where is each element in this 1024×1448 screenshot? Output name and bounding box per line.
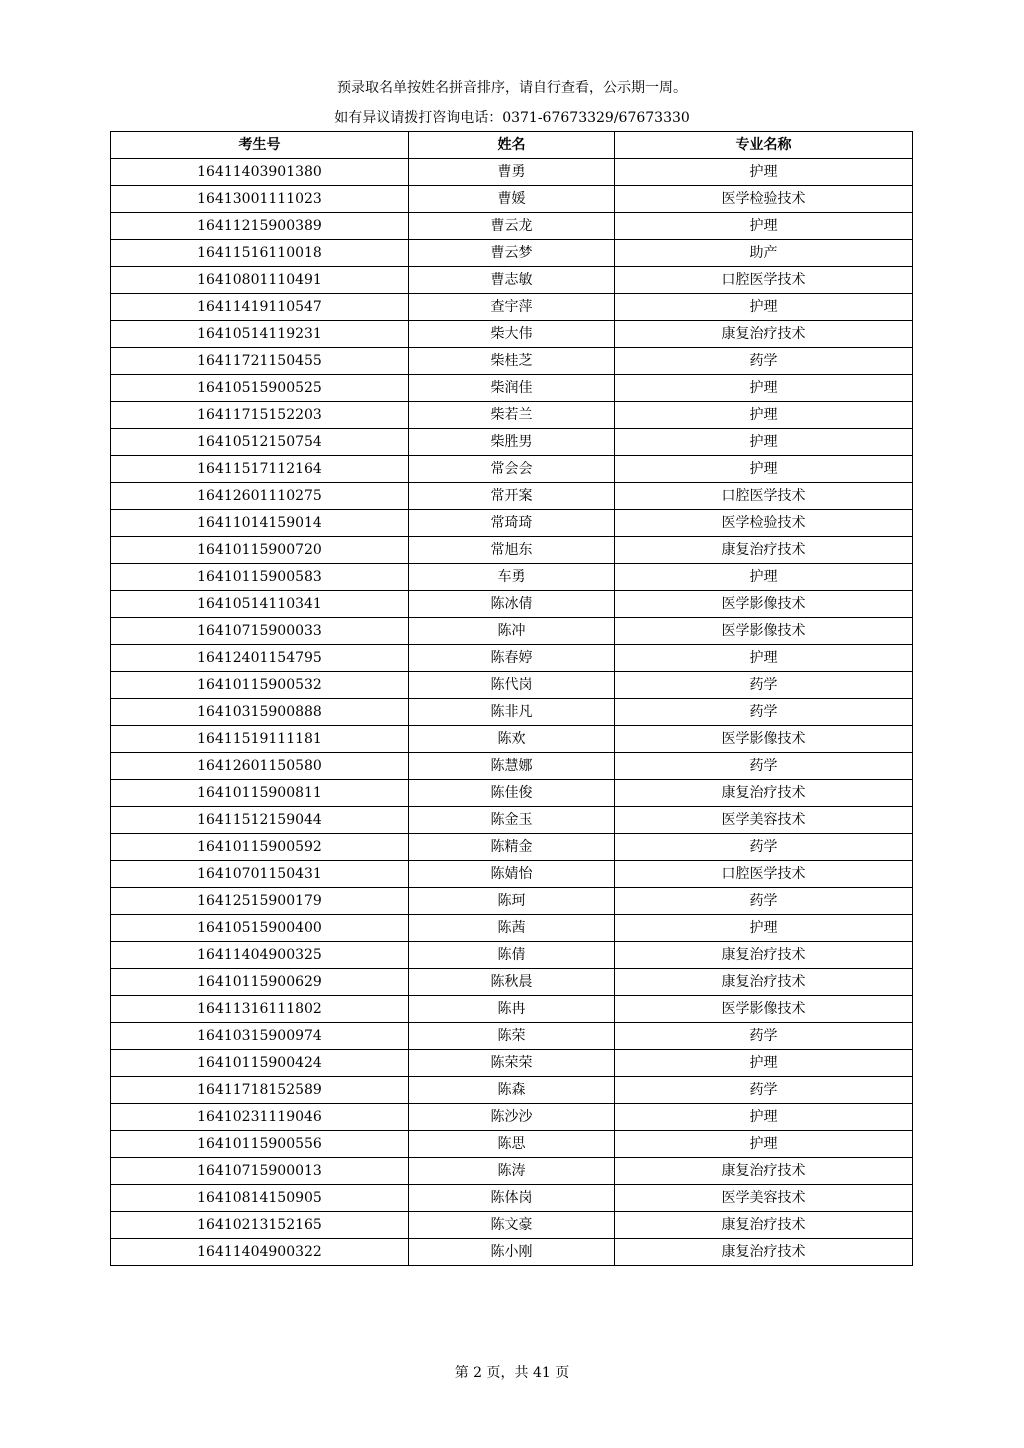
- table-row: [111, 1050, 913, 1077]
- cell-exam-number: 16410701150431: [111, 861, 409, 888]
- cell-name: 陈冉: [409, 996, 615, 1023]
- table-row: [111, 402, 913, 429]
- cell-major: 护理: [615, 294, 913, 321]
- table-row: [111, 807, 913, 834]
- cell-major: 护理: [615, 402, 913, 429]
- cell-major: 医学检验技术: [615, 186, 913, 213]
- table-row: [111, 213, 913, 240]
- table-row: [111, 969, 913, 996]
- cell-name: 柴胜男: [409, 429, 615, 456]
- cell-exam-number: 16412515900179: [111, 888, 409, 915]
- notice-line-2: 如有异议请拨打咨询电话：0371-67673329/67673330: [334, 110, 690, 126]
- table-row: [111, 726, 913, 753]
- cell-major: 护理: [615, 1050, 913, 1077]
- cell-name: 车勇: [409, 564, 615, 591]
- cell-name: 陈冲: [409, 618, 615, 645]
- cell-exam-number: 16411316111802: [111, 996, 409, 1023]
- cell-name: 陈非凡: [409, 699, 615, 726]
- cell-major: 康复治疗技术: [615, 969, 913, 996]
- cell-exam-number: 16410115900583: [111, 564, 409, 591]
- cell-name: 陈小刚: [409, 1239, 615, 1266]
- cell-name: 陈欢: [409, 726, 615, 753]
- cell-major: 药学: [615, 1023, 913, 1050]
- cell-name: 常琦琦: [409, 510, 615, 537]
- cell-exam-number: 16410115900592: [111, 834, 409, 861]
- table-row: [111, 348, 913, 375]
- page-footer: 第 2 页，共 41 页: [454, 1365, 570, 1381]
- table-row: [111, 1104, 913, 1131]
- cell-exam-number: 16410231119046: [111, 1104, 409, 1131]
- cell-name: 陈金玉: [409, 807, 615, 834]
- cell-name: 柴润佳: [409, 375, 615, 402]
- header-row: [111, 132, 913, 159]
- table-row: [111, 888, 913, 915]
- table-header: [111, 132, 913, 159]
- table-row: [111, 510, 913, 537]
- cell-name: 陈慧娜: [409, 753, 615, 780]
- cell-major: 医学影像技术: [615, 996, 913, 1023]
- cell-major: 医学检验技术: [615, 510, 913, 537]
- cell-exam-number: 16412601150580: [111, 753, 409, 780]
- cell-name: 陈秋晨: [409, 969, 615, 996]
- cell-name: 陈沙沙: [409, 1104, 615, 1131]
- cell-major: 口腔医学技术: [615, 483, 913, 510]
- cell-exam-number: 16411517112164: [111, 456, 409, 483]
- cell-name: 陈精金: [409, 834, 615, 861]
- cell-exam-number: 16410512150754: [111, 429, 409, 456]
- notice-line-1: 预录取名单按姓名拼音排序，请自行查看，公示期一周。: [337, 80, 687, 96]
- cell-major: 医学美容技术: [615, 807, 913, 834]
- cell-name: 柴桂芝: [409, 348, 615, 375]
- table-row: [111, 240, 913, 267]
- table-row: [111, 996, 913, 1023]
- cell-name: 常开案: [409, 483, 615, 510]
- cell-major: 助产: [615, 240, 913, 267]
- cell-major: 药学: [615, 699, 913, 726]
- cell-exam-number: 16410801110491: [111, 267, 409, 294]
- table-row: [111, 1212, 913, 1239]
- cell-exam-number: 16410715900033: [111, 618, 409, 645]
- table-row: [111, 618, 913, 645]
- table-row: [111, 915, 913, 942]
- cell-major: 康复治疗技术: [615, 537, 913, 564]
- cell-exam-number: 16411215900389: [111, 213, 409, 240]
- table-row: [111, 267, 913, 294]
- table-row: [111, 699, 913, 726]
- table-row: [111, 1185, 913, 1212]
- cell-major: 护理: [615, 915, 913, 942]
- table-row: [111, 429, 913, 456]
- cell-major: 药学: [615, 753, 913, 780]
- cell-major: 药学: [615, 348, 913, 375]
- cell-exam-number: 16410814150905: [111, 1185, 409, 1212]
- table-row: [111, 159, 913, 186]
- cell-exam-number: 16412601110275: [111, 483, 409, 510]
- cell-exam-number: 16411419110547: [111, 294, 409, 321]
- cell-name: 陈思: [409, 1131, 615, 1158]
- cell-name: 曹勇: [409, 159, 615, 186]
- cell-exam-number: 16412401154795: [111, 645, 409, 672]
- cell-major: 医学影像技术: [615, 726, 913, 753]
- cell-major: 护理: [615, 375, 913, 402]
- cell-major: 药学: [615, 888, 913, 915]
- table-row: [111, 564, 913, 591]
- cell-major: 康复治疗技术: [615, 1239, 913, 1266]
- cell-exam-number: 16410515900525: [111, 375, 409, 402]
- cell-name: 曹志敏: [409, 267, 615, 294]
- cell-exam-number: 16410115900532: [111, 672, 409, 699]
- cell-exam-number: 16410115900629: [111, 969, 409, 996]
- table-row: [111, 834, 913, 861]
- cell-exam-number: 16413001111023: [111, 186, 409, 213]
- cell-name: 陈荣荣: [409, 1050, 615, 1077]
- cell-major: 康复治疗技术: [615, 1212, 913, 1239]
- cell-name: 曹媛: [409, 186, 615, 213]
- cell-major: 护理: [615, 1104, 913, 1131]
- cell-exam-number: 16410715900013: [111, 1158, 409, 1185]
- header-major: 专业名称: [615, 132, 913, 159]
- cell-name: 陈代岗: [409, 672, 615, 699]
- cell-major: 护理: [615, 159, 913, 186]
- header-name: 姓名: [409, 132, 615, 159]
- cell-name: 常旭东: [409, 537, 615, 564]
- cell-name: 陈婧怡: [409, 861, 615, 888]
- cell-exam-number: 16411721150455: [111, 348, 409, 375]
- cell-exam-number: 16410315900888: [111, 699, 409, 726]
- cell-name: 柴若兰: [409, 402, 615, 429]
- table-row: [111, 1131, 913, 1158]
- table-row: [111, 942, 913, 969]
- cell-exam-number: 16410115900720: [111, 537, 409, 564]
- cell-name: 陈倩: [409, 942, 615, 969]
- cell-exam-number: 16410514119231: [111, 321, 409, 348]
- cell-major: 口腔医学技术: [615, 861, 913, 888]
- table-row: [111, 780, 913, 807]
- cell-major: 药学: [615, 1077, 913, 1104]
- cell-exam-number: 16411519111181: [111, 726, 409, 753]
- cell-exam-number: 16411715152203: [111, 402, 409, 429]
- cell-name: 陈冰倩: [409, 591, 615, 618]
- cell-name: 陈荣: [409, 1023, 615, 1050]
- cell-major: 药学: [615, 834, 913, 861]
- cell-name: 陈茜: [409, 915, 615, 942]
- table-row: [111, 321, 913, 348]
- cell-exam-number: 16411404900325: [111, 942, 409, 969]
- table-body: [111, 159, 913, 1266]
- cell-exam-number: 16411403901380: [111, 159, 409, 186]
- cell-major: 康复治疗技术: [615, 321, 913, 348]
- cell-exam-number: 16410315900974: [111, 1023, 409, 1050]
- table-row: [111, 645, 913, 672]
- table-row: [111, 1023, 913, 1050]
- cell-name: 曹云梦: [409, 240, 615, 267]
- table-row: [111, 591, 913, 618]
- cell-exam-number: 16411512159044: [111, 807, 409, 834]
- header-exam-number: 考生号: [111, 132, 409, 159]
- cell-major: 护理: [615, 429, 913, 456]
- table-row: [111, 1239, 913, 1266]
- cell-name: 陈体岗: [409, 1185, 615, 1212]
- cell-exam-number: 16410515900400: [111, 915, 409, 942]
- cell-name: 常会会: [409, 456, 615, 483]
- cell-name: 陈涛: [409, 1158, 615, 1185]
- table-row: [111, 375, 913, 402]
- table-row: [111, 861, 913, 888]
- table-row: [111, 483, 913, 510]
- cell-exam-number: 16411014159014: [111, 510, 409, 537]
- cell-exam-number: 16411516110018: [111, 240, 409, 267]
- cell-name: 陈森: [409, 1077, 615, 1104]
- table-row: [111, 1158, 913, 1185]
- cell-exam-number: 16410115900811: [111, 780, 409, 807]
- cell-name: 陈珂: [409, 888, 615, 915]
- cell-major: 医学影像技术: [615, 618, 913, 645]
- cell-major: 康复治疗技术: [615, 1158, 913, 1185]
- cell-exam-number: 16410213152165: [111, 1212, 409, 1239]
- cell-major: 护理: [615, 1131, 913, 1158]
- cell-name: 陈文豪: [409, 1212, 615, 1239]
- cell-major: 药学: [615, 672, 913, 699]
- admission-list-table: [110, 131, 913, 1266]
- table-row: [111, 753, 913, 780]
- cell-major: 康复治疗技术: [615, 780, 913, 807]
- cell-major: 护理: [615, 213, 913, 240]
- cell-exam-number: 16410115900424: [111, 1050, 409, 1077]
- table-row: [111, 537, 913, 564]
- cell-name: 陈春婷: [409, 645, 615, 672]
- cell-exam-number: 16411404900322: [111, 1239, 409, 1266]
- cell-major: 口腔医学技术: [615, 267, 913, 294]
- cell-exam-number: 16410514110341: [111, 591, 409, 618]
- cell-name: 柴大伟: [409, 321, 615, 348]
- cell-major: 医学影像技术: [615, 591, 913, 618]
- cell-exam-number: 16411718152589: [111, 1077, 409, 1104]
- cell-name: 曹云龙: [409, 213, 615, 240]
- cell-exam-number: 16410115900556: [111, 1131, 409, 1158]
- table-row: [111, 1077, 913, 1104]
- table-row: [111, 456, 913, 483]
- cell-major: 护理: [615, 456, 913, 483]
- cell-major: 医学美容技术: [615, 1185, 913, 1212]
- cell-name: 查宇萍: [409, 294, 615, 321]
- cell-major: 护理: [615, 564, 913, 591]
- table-row: [111, 294, 913, 321]
- table-row: [111, 186, 913, 213]
- cell-major: 护理: [615, 645, 913, 672]
- cell-name: 陈佳俊: [409, 780, 615, 807]
- cell-major: 康复治疗技术: [615, 942, 913, 969]
- table-row: [111, 672, 913, 699]
